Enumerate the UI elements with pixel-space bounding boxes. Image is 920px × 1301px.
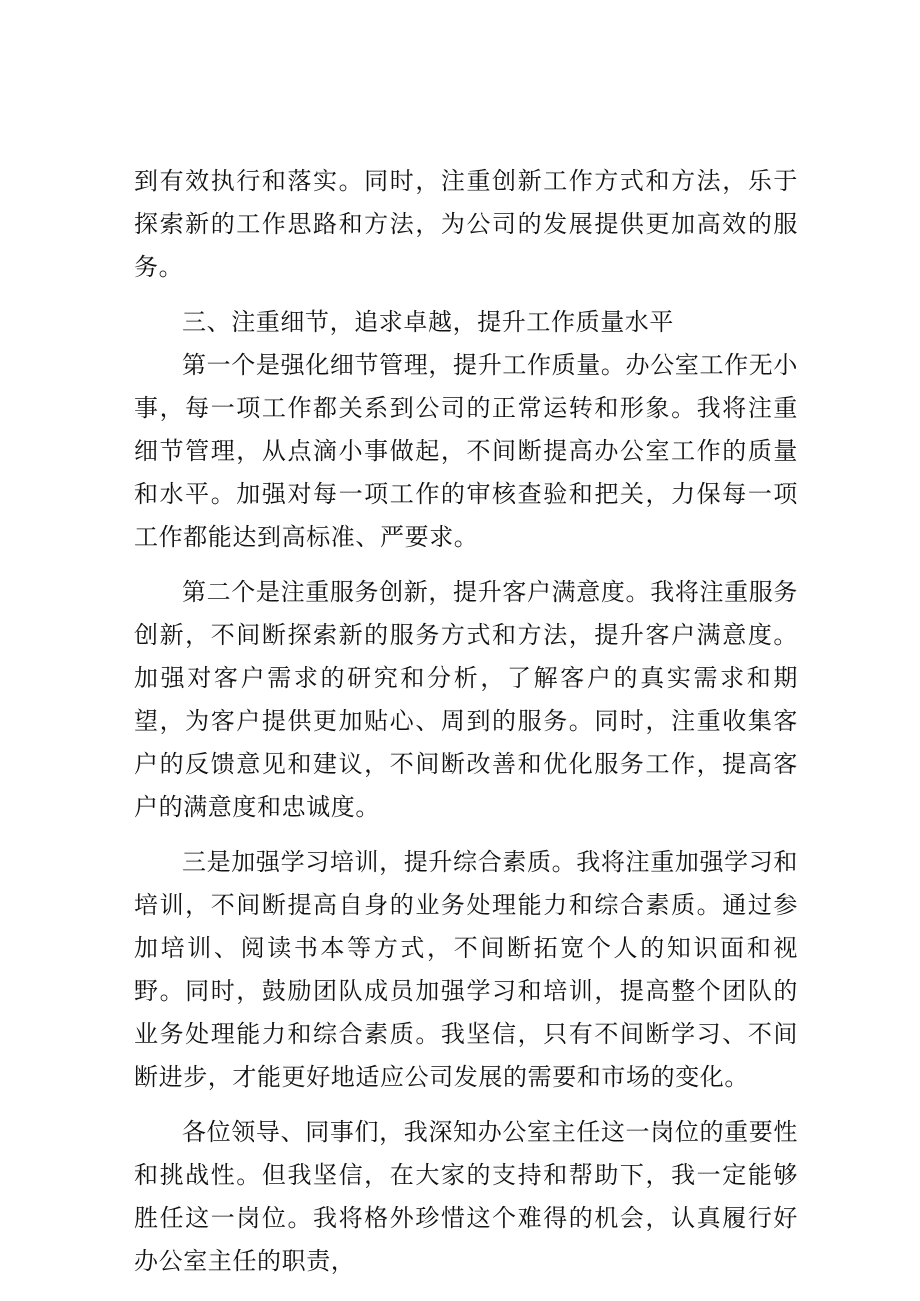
paragraph-learning-training: 三是加强学习培训，提升综合素质。我将注重加强学习和培训，不间断提高自身的业务处理能力和综合素质。通过参加培训、阅读书本等方式，不间断拓宽个人的知识面和视野。同时，鼓励团队成员加强学习和培训，提高整个团队的业务处理能力和综合素质。我坚信，只有不间断学习、不间断进步，才能更好地适应公司发展的需要和市场的变化。 bbox=[134, 848, 798, 1091]
document-body bbox=[134, 160, 798, 1283]
paragraph-service-innovation: 第二个是注重服务创新，提升客户满意度。我将注重服务创新，不间断探索新的服务方式和方法，提升客户满意度。加强对客户需求的研究和分析，了解客户的真实需求和期望，为客户提供更加贴心、周到的服务。同时，注重收集客户的反馈意见和建议，不间断改善和优化服务工作，提高客户的满意度和忠诚度。 bbox=[134, 578, 798, 821]
paragraph-detail-management: 第一个是强化细节管理，提升工作质量。办公室工作无小事，每一项工作都关系到公司的正常运转和形象。我将注重细节管理，从点滴小事做起，不间断提高办公室工作的质量和水平。加强对每一项工作的审核查验和把关，力保每一项工作都能达到高标准、严要求。 bbox=[134, 351, 798, 551]
paragraph-continuation: 到有效执行和落实。同时，注重创新工作方式和方法，乐于探索新的工作思路和方法，为公司的发展提供更加高效的服务。 bbox=[134, 167, 798, 281]
section-heading: 三、注重细节，追求卓越，提升工作质量水平 bbox=[182, 308, 674, 336]
paragraph-closing: 各位领导、同事们，我深知办公室主任这一岗位的重要性和挑战性。但我坚信，在大家的支持和帮助下，我一定能够胜任这一岗位。我将格外珍惜这个难得的机会，认真履行好办公室主任的职责， bbox=[134, 1118, 798, 1275]
